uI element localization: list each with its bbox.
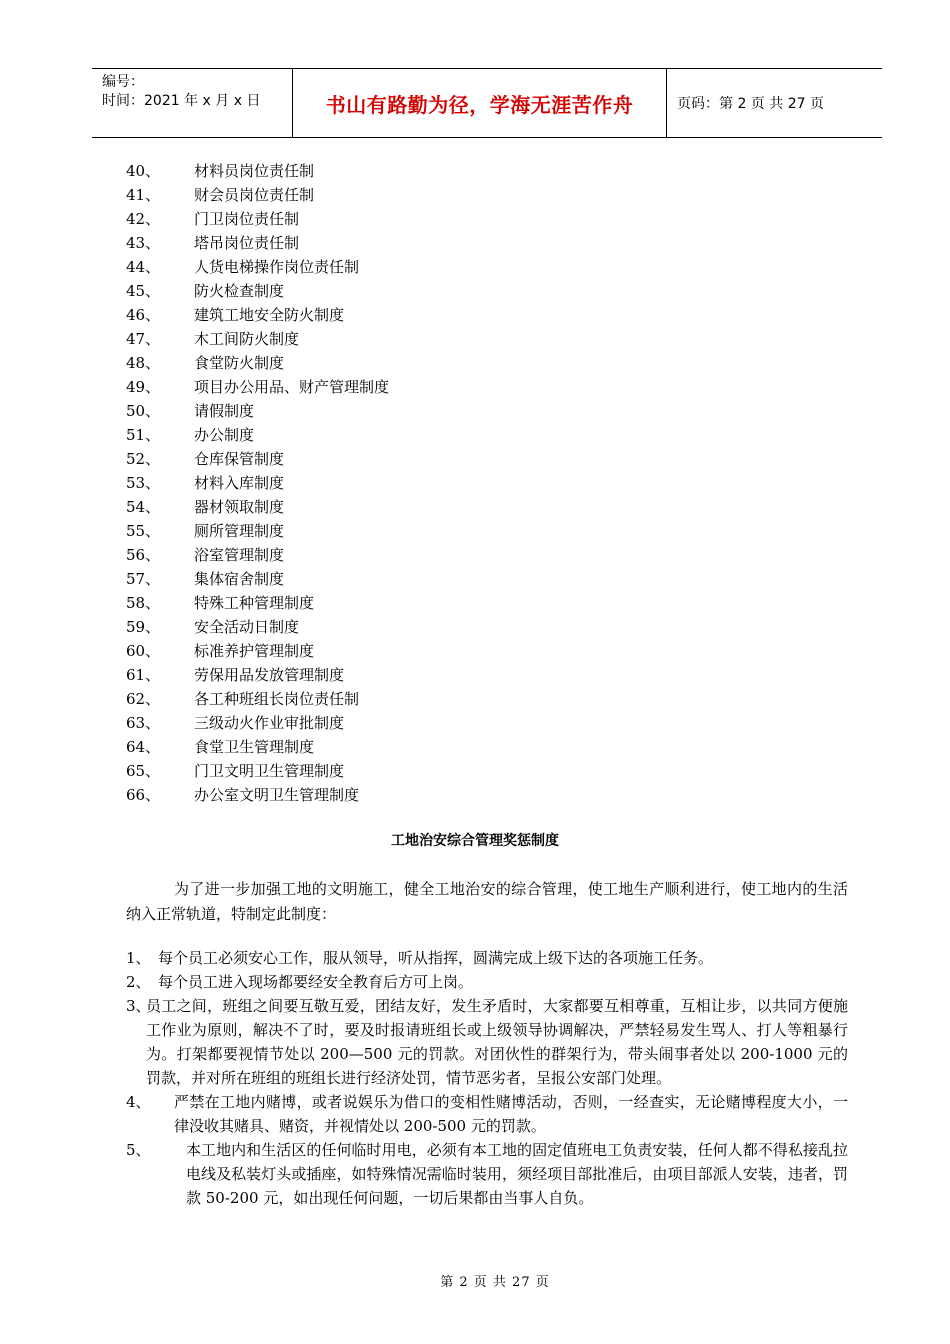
list-item-number: 64、 [126, 738, 161, 756]
rule-number: 5、 [126, 1141, 151, 1159]
list-item-text: 三级动火作业审批制度 [194, 714, 345, 732]
list-item [126, 303, 389, 327]
list-item-number: 40、 [126, 162, 161, 180]
rule-text: 每个员工进入现场都要经安全教育后方可上岗。 [158, 973, 474, 991]
list-item-number: 42、 [126, 210, 161, 228]
list-item-number: 65、 [126, 762, 161, 780]
list-item-number: 45、 [126, 282, 161, 300]
list-item-text: 门卫文明卫生管理制度 [194, 762, 345, 780]
list-item-number: 58、 [126, 594, 161, 612]
section-title: 工地治安综合管理奖惩制度 [391, 833, 559, 849]
rule-item [126, 1090, 848, 1138]
list-item-text: 木工间防火制度 [194, 330, 300, 348]
header-page-label: 页码：第 2 页 共 27 页 [677, 96, 824, 112]
list-item-text: 材料入库制度 [194, 474, 285, 492]
list-item-number: 44、 [126, 258, 161, 276]
list-item-text: 浴室管理制度 [194, 546, 285, 564]
list-item [126, 327, 389, 351]
list-item-text: 财会员岗位责任制 [194, 186, 315, 204]
list-item [126, 159, 389, 183]
rule-item [126, 970, 848, 994]
list-item [126, 543, 389, 567]
list-item [126, 447, 389, 471]
list-item-text: 材料员岗位责任制 [194, 162, 315, 180]
list-item-text: 安全活动日制度 [194, 618, 300, 636]
list-item-number: 62、 [126, 690, 161, 708]
list-item-text: 厕所管理制度 [194, 522, 285, 540]
list-item-text: 建筑工地安全防火制度 [194, 306, 345, 324]
page-header [92, 68, 882, 138]
list-item [126, 471, 389, 495]
list-item [126, 519, 389, 543]
list-item-number: 59、 [126, 618, 161, 636]
intro-paragraph: 为了进一步加强工地的文明施工，健全工地治安的综合管理，使工地生产顺利进行，使工地内的生活纳入正常轨道，特制定此制度： [126, 880, 848, 923]
list-item [126, 351, 389, 375]
list-item [126, 783, 389, 807]
list-item-text: 仓库保管制度 [194, 450, 285, 468]
list-item-number: 48、 [126, 354, 161, 372]
rule-text: 本工地内和生活区的任何临时用电，必须有本工地的固定值班电工负责安装，任何人都不得私接乱拉电线及私装灯头或插座，如特殊情况需临时装用，须经项目部批准后，由项目部派人安装，违者，罚款 50-200 元，如出现任何问题，一切后果都由当事人自负。 [186, 1141, 848, 1207]
rule-number: 2、 [126, 973, 151, 991]
rule-item [126, 994, 848, 1090]
list-item-number: 47、 [126, 330, 161, 348]
rule-number: 4、 [126, 1093, 151, 1111]
list-item-text: 项目办公用品、财产管理制度 [194, 378, 390, 396]
rule-number: 1、 [126, 949, 151, 967]
time-label: 时间：2021 年 x 月 x 日 [102, 93, 261, 109]
list-item-number: 57、 [126, 570, 161, 588]
list-item [126, 279, 389, 303]
rule-text: 严禁在工地内赌博，或者说娱乐为借口的变相性赌博活动，否则，一经查实，无论赌博程度大小，一律没收其赌具、赌资，并视情处以 200-500 元的罚款。 [174, 1093, 848, 1135]
list-item-number: 50、 [126, 402, 161, 420]
list-item-number: 53、 [126, 474, 161, 492]
list-item-text: 塔吊岗位责任制 [194, 234, 300, 252]
list-item-text: 食堂卫生管理制度 [194, 738, 315, 756]
list-item-number: 52、 [126, 450, 161, 468]
list-item [126, 207, 389, 231]
list-item-number: 43、 [126, 234, 161, 252]
code-label: 编号： [102, 74, 144, 90]
rule-number: 3、 [126, 997, 151, 1015]
list-item [126, 231, 389, 255]
rules-list [126, 946, 848, 1210]
list-item-text: 各工种班组长岗位责任制 [194, 690, 360, 708]
list-item [126, 687, 389, 711]
list-item [126, 591, 389, 615]
list-item-number: 60、 [126, 642, 161, 660]
list-item-text: 器材领取制度 [194, 498, 285, 516]
list-item-number: 56、 [126, 546, 161, 564]
list-item-number: 63、 [126, 714, 161, 732]
list-item [126, 399, 389, 423]
header-meta [92, 69, 293, 137]
list-item [126, 735, 389, 759]
list-item [126, 639, 389, 663]
page-footer: 第 2 页 共 27 页 [440, 1275, 550, 1290]
list-item-text: 防火检查制度 [194, 282, 285, 300]
list-item-text: 办公制度 [194, 426, 255, 444]
list-item-text: 门卫岗位责任制 [194, 210, 300, 228]
list-item [126, 495, 389, 519]
list-item [126, 423, 389, 447]
list-item-text: 办公室文明卫生管理制度 [194, 786, 360, 804]
list-item [126, 759, 389, 783]
list-item [126, 567, 389, 591]
regulation-list [126, 159, 389, 807]
list-item-number: 49、 [126, 378, 161, 396]
list-item-text: 特殊工种管理制度 [194, 594, 315, 612]
list-item-number: 55、 [126, 522, 161, 540]
list-item [126, 375, 389, 399]
rule-item [126, 1138, 848, 1210]
list-item [126, 255, 389, 279]
list-item [126, 663, 389, 687]
list-item-number: 66、 [126, 786, 161, 804]
rule-text: 员工之间，班组之间要互敬互爱，团结友好，发生矛盾时，大家都要互相尊重，互相让步，以共同方便施工作业为原则，解决不了时，要及时报请班组长或上级领导协调解决，严禁轻易发生骂人、打人等粗暴行为。打架都要视情节处以 200—500 元的罚款。对团伙性的群架行为，带头闹事者处以 200-1000 元的罚款，并对所在班组的班组长进行经济处罚，情节恶劣者，呈报公安部门处理。 [146, 997, 848, 1087]
list-item-text: 集体宿舍制度 [194, 570, 285, 588]
list-item-text: 人货电梯操作岗位责任制 [194, 258, 360, 276]
list-item-number: 41、 [126, 186, 161, 204]
list-item-text: 标准养护管理制度 [194, 642, 315, 660]
list-item-text: 请假制度 [194, 402, 255, 420]
rule-item [126, 946, 848, 970]
list-item [126, 183, 389, 207]
list-item-number: 54、 [126, 498, 161, 516]
list-item [126, 615, 389, 639]
list-item-number: 61、 [126, 666, 161, 684]
list-item-text: 劳保用品发放管理制度 [194, 666, 345, 684]
rule-text: 每个员工必须安心工作，服从领导，听从指挥，圆满完成上级下达的各项施工任务。 [158, 949, 714, 967]
header-motto: 书山有路勤为径，学海无涯苦作舟 [293, 69, 667, 137]
list-item-number: 46、 [126, 306, 161, 324]
list-item [126, 711, 389, 735]
list-item-text: 食堂防火制度 [194, 354, 285, 372]
list-item-number: 51、 [126, 426, 161, 444]
